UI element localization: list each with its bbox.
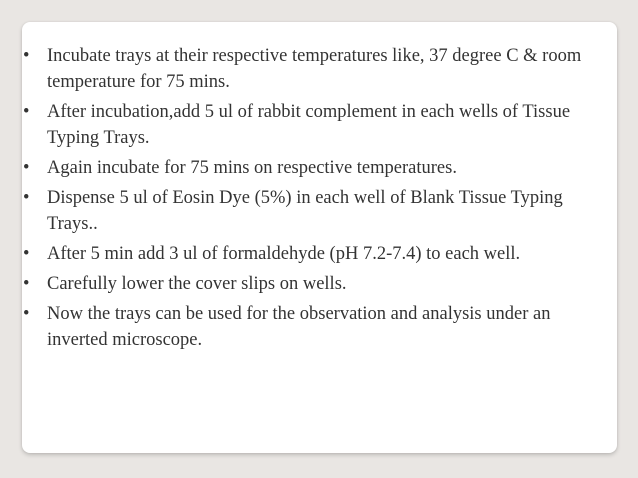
bullet-list (22, 43, 617, 357)
bullet-text: Carefully lower the cover slips on wells. (47, 274, 347, 294)
bullet-dot-icon: • (23, 188, 30, 208)
bullet-item (22, 99, 617, 151)
bullet-dot-icon: • (23, 46, 30, 66)
bullet-text: Again incubate for 75 mins on respective temperatures. (47, 158, 457, 178)
bullet-text: After 5 min add 3 ul of formaldehyde (pH 7.2-7.4) to each well. (47, 244, 521, 264)
bullet-item (22, 241, 617, 267)
slide-content-card (22, 22, 617, 453)
bullet-dot-icon: • (23, 274, 30, 294)
bullet-dot-icon: • (23, 158, 30, 178)
bullet-text: Incubate trays at their respective temperatures like, 37 degree C & room temperature for 75 mins. (47, 46, 582, 92)
bullet-item (22, 43, 617, 95)
bullet-text: Now the trays can be used for the observation and analysis under an inverted microscope. (47, 304, 551, 350)
bullet-item (22, 185, 617, 237)
bullet-item (22, 301, 617, 353)
bullet-dot-icon: • (23, 102, 30, 122)
bullet-item (22, 155, 617, 181)
bullet-item (22, 271, 617, 297)
bullet-dot-icon: • (23, 244, 30, 264)
bullet-dot-icon: • (23, 304, 30, 324)
bullet-text: After incubation,add 5 ul of rabbit complement in each wells of Tissue Typing Trays. (47, 102, 571, 148)
bullet-text: Dispense 5 ul of Eosin Dye (5%) in each well of Blank Tissue Typing Trays.. (47, 188, 563, 234)
